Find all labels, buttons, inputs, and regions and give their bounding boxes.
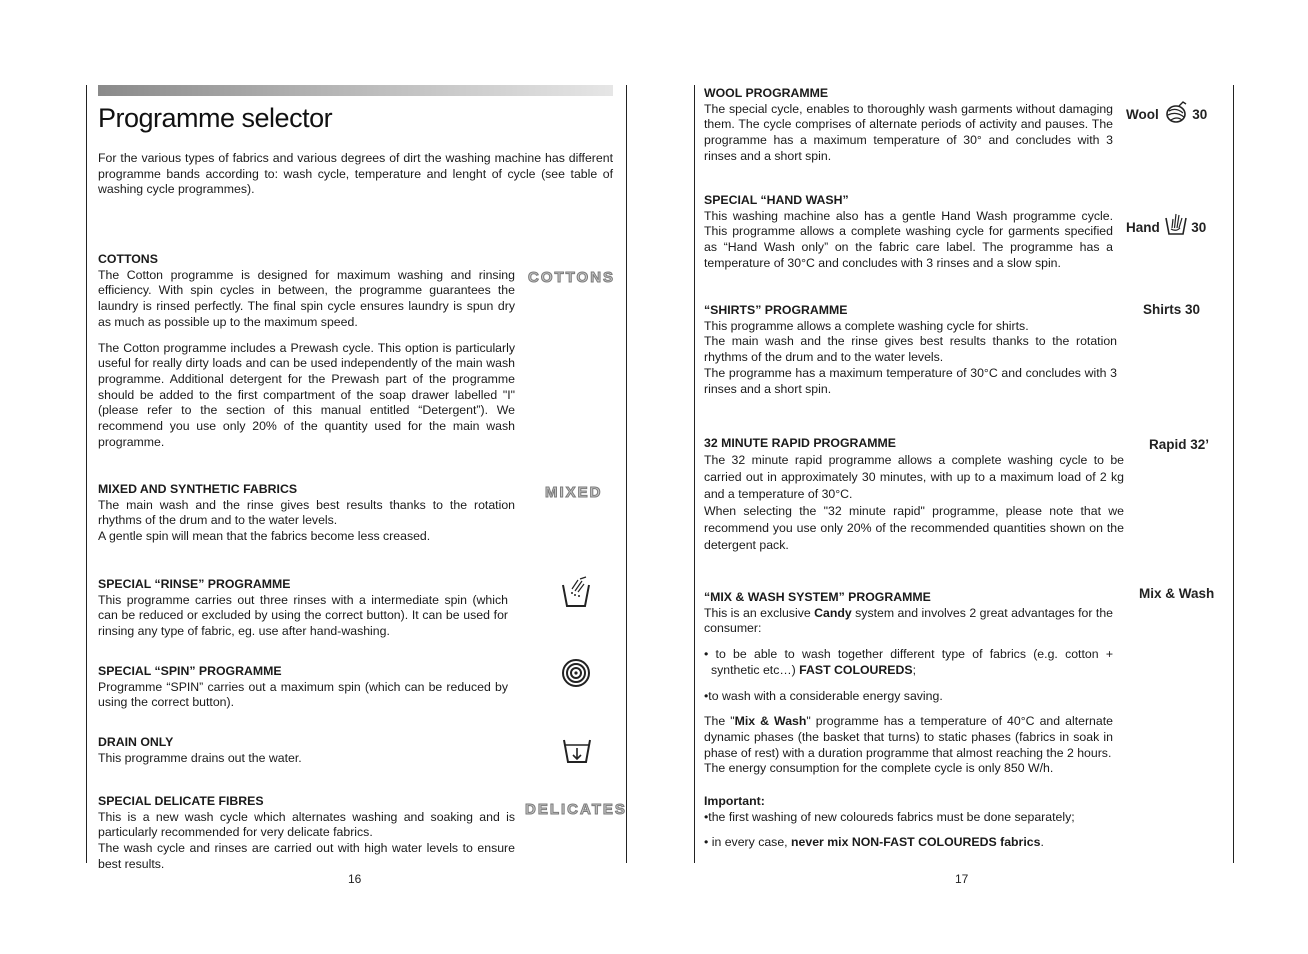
title-gradient-bar bbox=[98, 85, 613, 96]
important-label: Important: bbox=[704, 794, 765, 809]
delicates-label: DELICATES bbox=[525, 801, 627, 818]
mixwash-bullet-2: •to wash with a considerable energy saving. bbox=[704, 688, 943, 703]
drain-tub-icon bbox=[561, 736, 593, 773]
mixwash-bullet-1c: ; bbox=[912, 662, 916, 677]
spin-section bbox=[98, 664, 508, 711]
wool-temp: 30 bbox=[1192, 107, 1208, 122]
wool-ball-icon bbox=[1163, 101, 1189, 128]
delicate-text-1: This is a new wash cycle which alternates washing and soaking and is particularly recommended for very delicate fabrics. bbox=[98, 809, 515, 840]
rapid-text-2: When selecting the "32 minute rapid" programme, please note that we recommend you use only 20% of the recommended quantities shown on the detergent pack. bbox=[704, 503, 1124, 552]
wool-label bbox=[1126, 101, 1207, 128]
delicate-text-2: The wash cycle and rinses are carried out with high water levels to ensure best results. bbox=[98, 841, 515, 871]
page-number-left: 16 bbox=[348, 872, 362, 886]
mix-wash-name: Mix & Wash bbox=[734, 714, 807, 729]
rapid-heading: 32 MINUTE RAPID PROGRAMME bbox=[704, 436, 896, 450]
never-mix-warning: never mix NON-FAST COLOUREDS fabrics bbox=[791, 835, 1041, 850]
spin-text: Programme “SPIN” carries out a maximum spin (which can be reduced by using the correct button). bbox=[98, 679, 508, 710]
shirts-text-2: The main wash and the rinse gives best results thanks to the rotation rhythms of the drum and to the water levels. bbox=[704, 334, 1117, 365]
mixwash-text-2a: The " bbox=[704, 714, 735, 729]
hand-section bbox=[704, 193, 1113, 272]
mixwash-heading: “MIX & WASH SYSTEM” PROGRAMME bbox=[704, 590, 931, 604]
mixwash-text-2c: " programme has a temperature of 40°C and alternate dynamic phases (the basket that turns) to static phases (fabrics in soak in phase of rest) with a duration programme that almost reaching the 2 hours. bbox=[704, 714, 1113, 760]
hand-temp: 30 bbox=[1191, 220, 1207, 235]
rapid-text-1: The 32 minute rapid programme allows a complete washing cycle to be carried out in approximately 30 minutes, with up to a maximum load of 2 kg and a temperature of 30°C. bbox=[704, 452, 1124, 501]
page-title: Programme selector bbox=[98, 103, 333, 133]
hand-heading: SPECIAL “HAND WASH” bbox=[704, 193, 849, 207]
hand-text: This washing machine also has a gentle Hand Wash programme cycle. This programme allows a complete washing cycle for garments specified as “Hand Wash only” on the fabric care label. The programme has a temperature of 30°C and concludes with 3 rinses and a slow spin. bbox=[704, 208, 1113, 270]
spin-spiral-icon bbox=[561, 658, 591, 693]
candy-brand: Candy bbox=[814, 605, 852, 620]
rinse-tub-icon bbox=[560, 575, 592, 614]
mixwash-bullet-1a: • to be able to wash together different type of fabrics (e.g. cotton + synthetic etc…) bbox=[704, 647, 1113, 677]
mixwash-text-1 bbox=[704, 606, 1113, 637]
important-heading bbox=[704, 794, 1113, 810]
important-item-2c: . bbox=[1040, 835, 1044, 850]
right-page-divider bbox=[694, 85, 695, 863]
spin-heading: SPECIAL “SPIN” PROGRAMME bbox=[98, 664, 282, 678]
important-item-1: •the first washing of new coloureds fabrics must be done separately; bbox=[704, 809, 1075, 824]
rinse-section bbox=[98, 577, 508, 640]
fast-coloureds: FAST COLOUREDS bbox=[799, 662, 913, 677]
mixed-heading: MIXED AND SYNTHETIC FABRICS bbox=[98, 482, 298, 496]
rinse-text: This programme carries out three rinses with a intermediate spin (which can be reduced or excluded by using the correct button). It can be used for rinsing any type of fabric, eg. use after hand-washing. bbox=[98, 592, 508, 639]
delicate-section bbox=[98, 794, 515, 873]
cottons-heading: COTTONS bbox=[98, 252, 158, 266]
shirts-heading: “SHIRTS” PROGRAMME bbox=[704, 303, 848, 317]
rapid-label: Rapid 32’ bbox=[1149, 437, 1210, 452]
hand-label bbox=[1126, 210, 1206, 239]
drain-text: This programme drains out the water. bbox=[98, 750, 302, 765]
mixed-section bbox=[98, 482, 515, 545]
left-page-divider bbox=[626, 85, 627, 863]
drain-heading: DRAIN ONLY bbox=[98, 735, 174, 749]
cottons-section bbox=[98, 252, 515, 450]
wool-section bbox=[704, 86, 1113, 165]
mixwash-bullet-1 bbox=[704, 647, 1113, 678]
shirts-text-3: The programme has a maximum temperature of 30°C and concludes with 3 rinses and a short spin. bbox=[704, 365, 1117, 396]
mixed-text-1: The main wash and the rinse gives best results thanks to the rotation rhythms of the drum and to the water levels. bbox=[98, 497, 515, 528]
rapid-section bbox=[704, 436, 1124, 554]
cottons-text-2: The Cotton programme includes a Prewash cycle. This option is particularly useful for really dirty loads and can be used independently of the main wash programme. Additional detergent for the Prewash part of the programme should be added to the first compartment of the soap drawer labelled "I" (please refer to the section of this manual entitled “Detergent”). We recommend you use only 20% of the quantity used for the main wash programme. bbox=[98, 340, 515, 449]
intro-text: For the various types of fabrics and various degrees of dirt the washing machine has different programme bands according to: wash cycle, temperature and lenght of cycle (see table of washing cycle programmes). bbox=[98, 151, 613, 197]
wool-text: The special cycle, enables to thoroughly wash garments without damaging them. The cycle comprises of alternate periods of activity and pauses. The programme has a maximum temperature of 30° and concludes with 3 rinses and a short spin. bbox=[704, 101, 1113, 163]
hand-label-text: Hand bbox=[1126, 220, 1160, 235]
mixed-label: MIXED bbox=[545, 484, 603, 501]
rinse-heading: SPECIAL “RINSE” PROGRAMME bbox=[98, 577, 291, 591]
cottons-label: COTTONS bbox=[528, 269, 616, 286]
hand-wash-icon bbox=[1164, 210, 1188, 239]
delicate-heading: SPECIAL DELICATE FIBRES bbox=[98, 794, 264, 808]
drain-section bbox=[98, 735, 508, 766]
shirts-section bbox=[704, 303, 1117, 397]
mixwash-text-1a: This is an exclusive bbox=[704, 605, 815, 620]
mixwash-section bbox=[704, 590, 1113, 851]
left-page-border bbox=[86, 85, 87, 863]
important-item-2 bbox=[704, 835, 1113, 851]
wool-heading: WOOL PROGRAMME bbox=[704, 86, 829, 100]
important-item-2a: • in every case, bbox=[704, 835, 792, 850]
wool-label-text: Wool bbox=[1126, 107, 1159, 122]
mixwash-text-3: The energy consumption for the complete cycle is only 850 W/h. bbox=[704, 761, 1054, 776]
shirts-text-1: This programme allows a complete washing cycle for shirts. bbox=[704, 318, 1029, 333]
right-page-border bbox=[1233, 85, 1234, 863]
mixwash-text-1c: system and involves 2 great advantages for the consumer: bbox=[704, 605, 1114, 636]
shirts-label: Shirts 30 bbox=[1143, 302, 1201, 317]
cottons-text-1: The Cotton programme is designed for maximum washing and rinsing efficiency. With spin cycles in between, the programme guarantees the laundry is rinsed perfectly. The final spin cycle ensures laundry is spun dry as much as possible up to the maximum speed. bbox=[98, 267, 515, 329]
mixwash-text-2 bbox=[704, 714, 1113, 761]
page-number-right: 17 bbox=[955, 872, 969, 886]
mixwash-label: Mix & Wash bbox=[1139, 586, 1215, 601]
mixed-text-2: A gentle spin will mean that the fabrics become less creased. bbox=[98, 529, 431, 544]
